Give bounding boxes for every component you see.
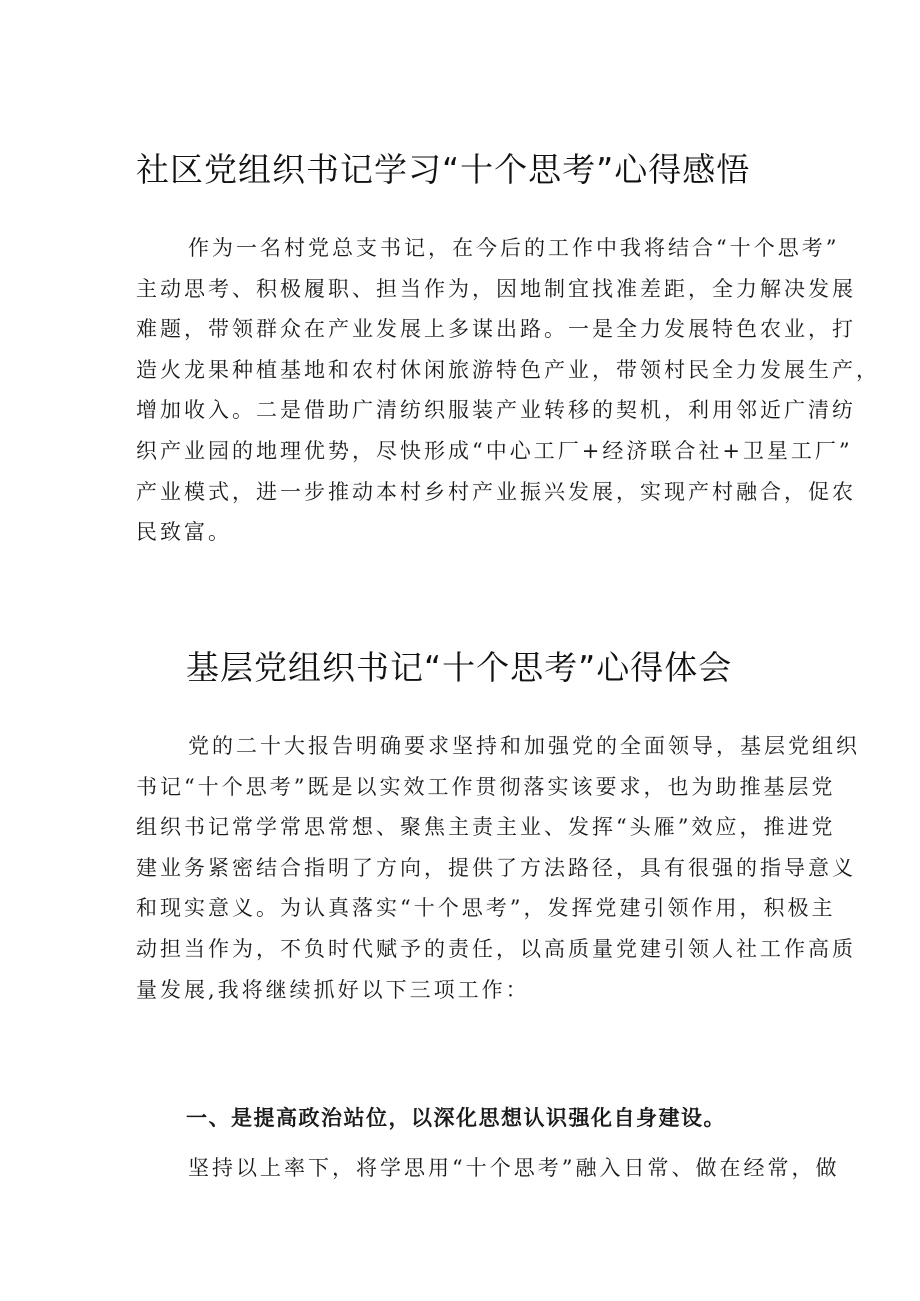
section-2-paragraph xyxy=(136,726,860,1010)
paragraph-line: 量发展,我将继续抓好以下三项工作： xyxy=(136,977,530,1002)
section-2-paragraph-2 xyxy=(136,1148,840,1189)
paragraph-line: 书记“十个思考”既是以实效工作贯彻落实该要求，也为助推基层党 xyxy=(136,774,836,799)
paragraph-line: 动担当作为，不负时代赋予的责任，以高质量党建引领人社工作高质 xyxy=(136,936,856,961)
paragraph-line: 和现实意义。为认真落实“十个思考”，发挥党建引领作用，积极主 xyxy=(136,896,836,921)
paragraph-line: 建业务紧密结合指明了方向，提供了方法路径，具有很强的指导意义 xyxy=(136,855,856,880)
section-1-paragraph xyxy=(136,228,880,553)
paragraph-line: 作为一名村党总支书记，在今后的工作中我将结合“十个思考” xyxy=(188,236,840,260)
paragraph-line: 难题，带领群众在产业发展上多谋出路。一是全力发展特色农业，打 xyxy=(136,317,856,342)
paragraph-line: 民致富。 xyxy=(136,520,232,545)
paragraph-line: 坚持以上率下，将学思用“十个思考”融入日常、做在经常，做 xyxy=(188,1156,840,1180)
section-1-title: 社区党组织书记学习“十个思考”心得感悟 xyxy=(136,150,751,189)
section-2-title: 基层党组织书记“十个思考”心得体会 xyxy=(186,648,733,687)
paragraph-line: 织产业园的地理优势，尽快形成“中心工厂+经济联合社+卫星工厂” xyxy=(136,438,853,463)
paragraph-line: 党的二十大报告明确要求坚持和加强党的全面领导，基层党组织 xyxy=(188,734,860,758)
paragraph-line: 主动思考、积极履职、担当作为，因地制宜找准差距，全力解决发展 xyxy=(136,276,856,301)
paragraph-line: 产业模式，进一步推动本村乡村产业振兴发展，实现产村融合，促农 xyxy=(136,479,856,504)
paragraph-line: 增加收入。二是借助广清纺织服装产业转移的契机，利用邻近广清纺 xyxy=(136,398,856,423)
paragraph-line: 组织书记常学常思常想、聚焦主责主业、发挥“头雁”效应，推进党 xyxy=(136,815,836,840)
paragraph-line: 造火龙果种植基地和农村休闲旅游特色产业，带领村民全力发展生产， xyxy=(136,357,880,382)
section-2-subheading: 一、是提高政治站位，以深化思想认识强化自身建设。 xyxy=(186,1106,726,1130)
